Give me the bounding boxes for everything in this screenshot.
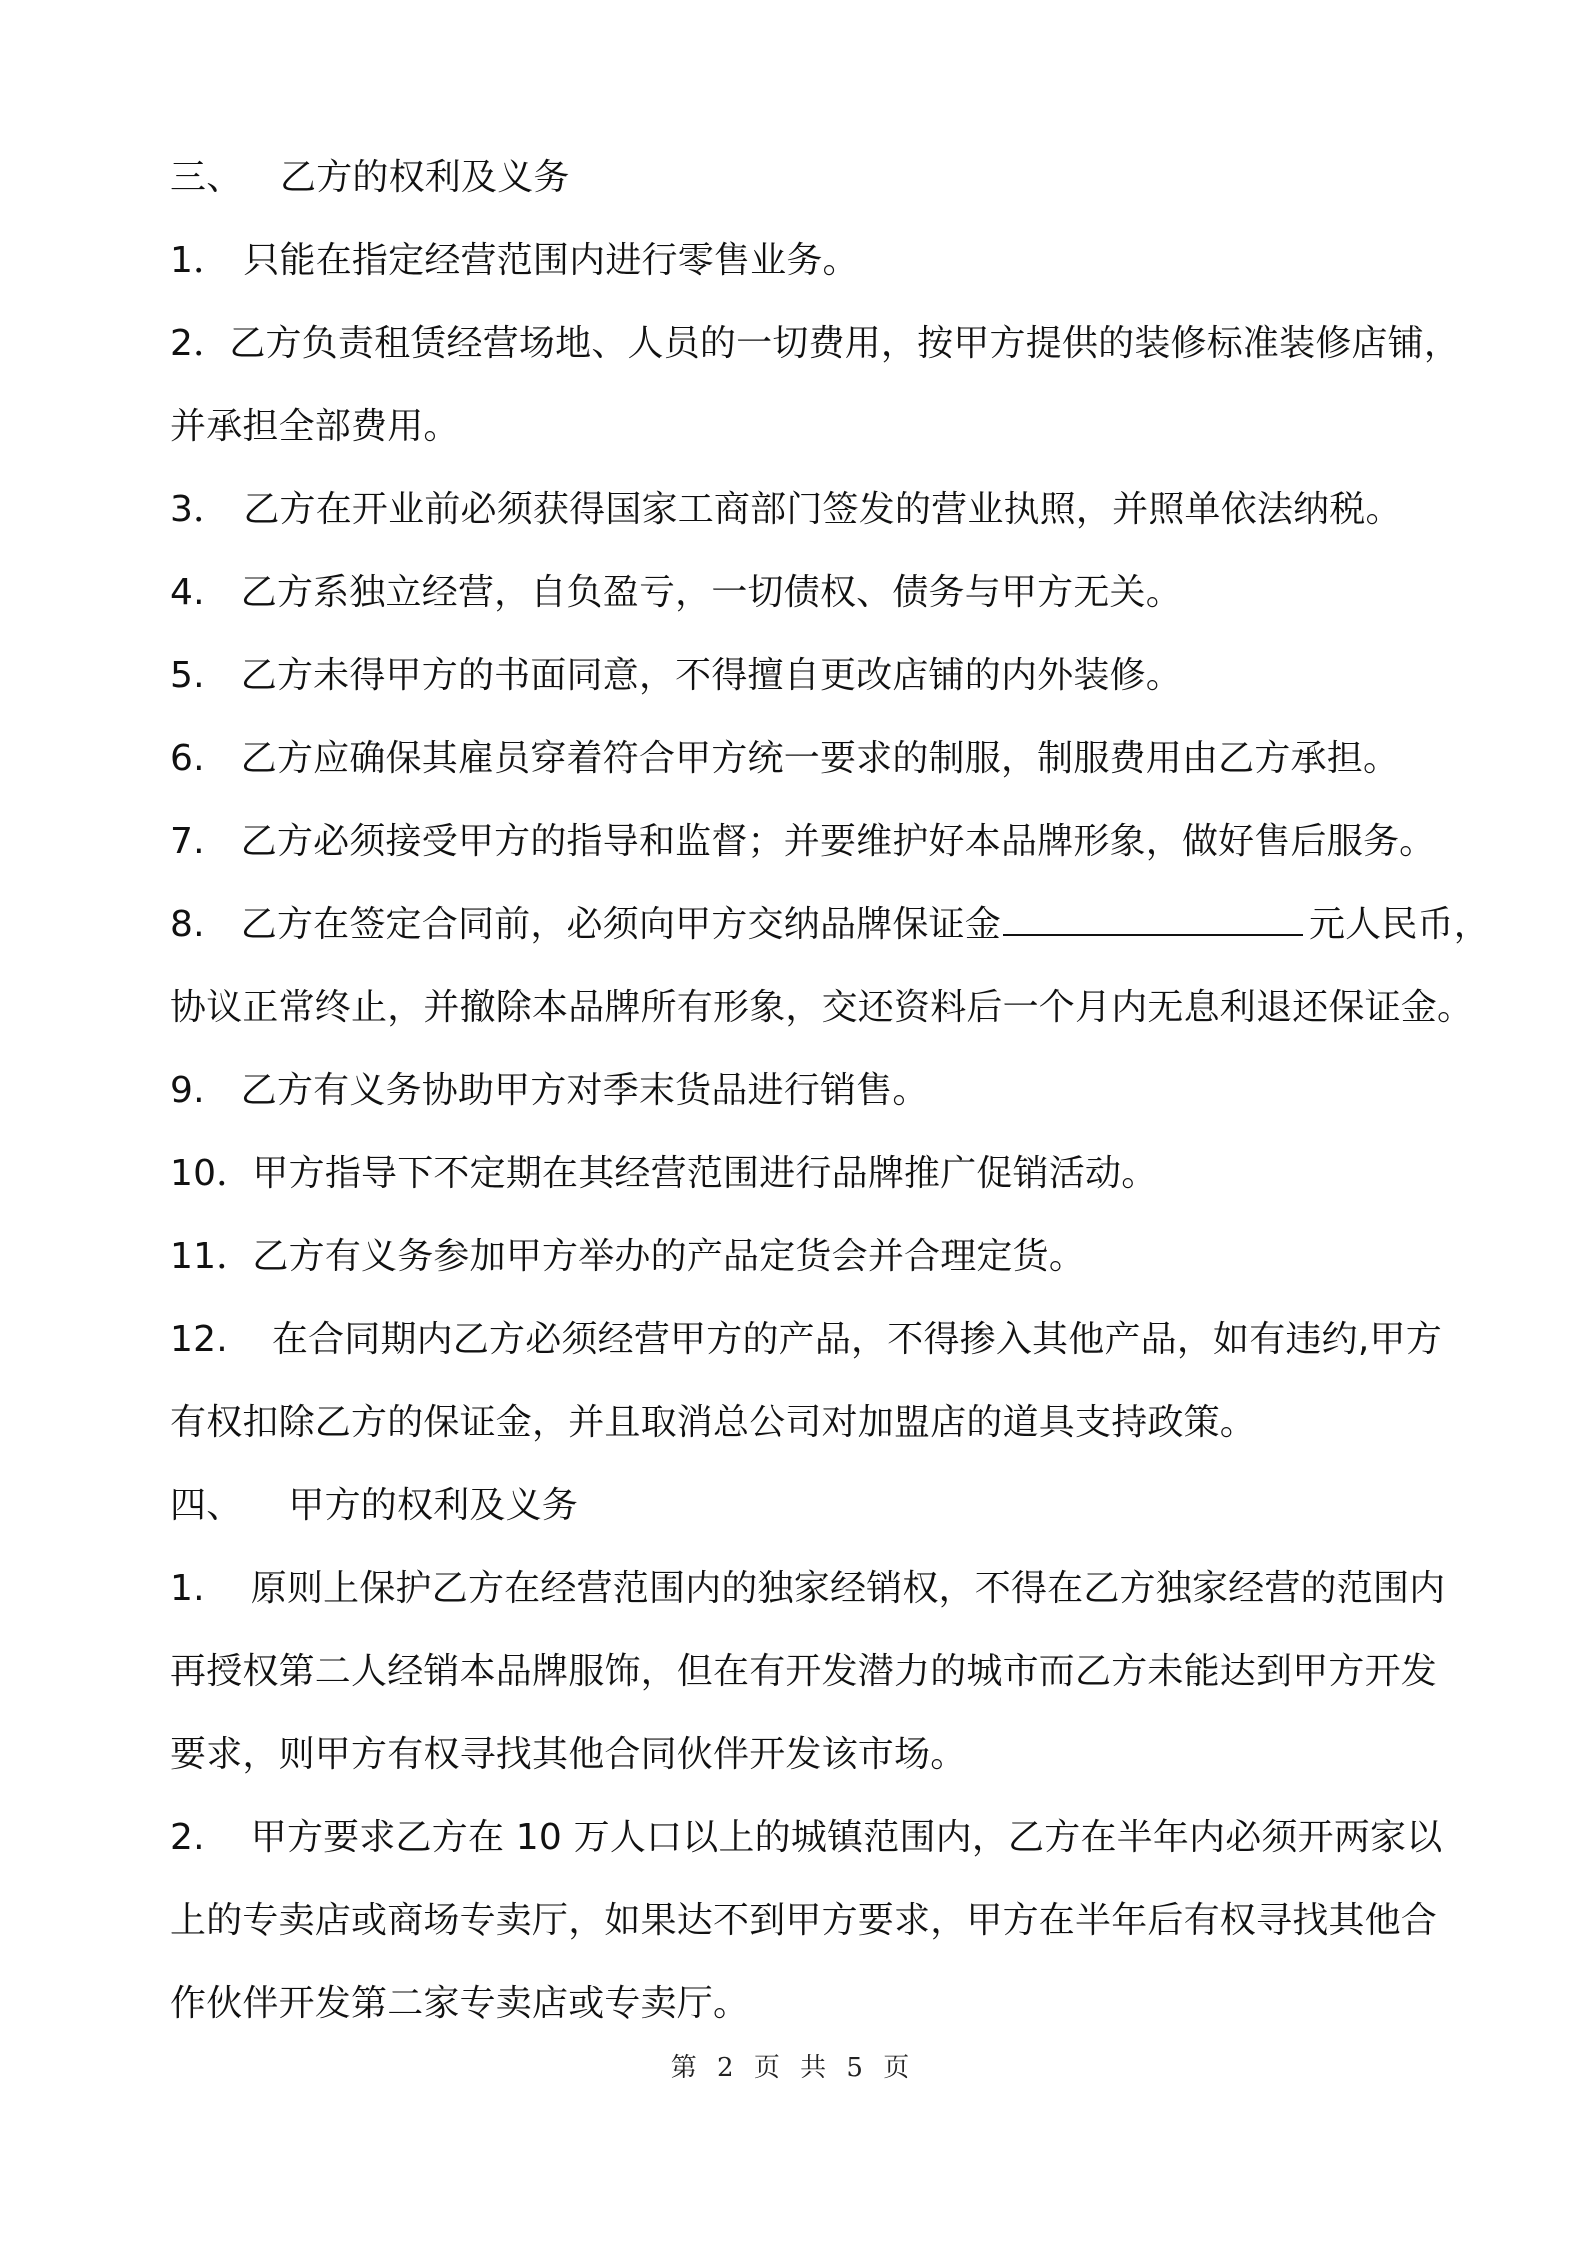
section-heading	[170, 1484, 1470, 1528]
clause-continuation	[170, 405, 1470, 449]
clause-text: 作伙伴开发第二家专卖店或专卖厅。	[170, 1983, 750, 2024]
clause-item	[170, 654, 1470, 698]
clause-text: 甲方要求乙方在 10 万人口以上的城镇范围内，乙方在半年内必须开两家以	[250, 1817, 1443, 1858]
clause-number: 7.	[170, 821, 205, 862]
clause-text: 元人民币，	[1308, 904, 1490, 945]
clause-text: 乙方有义务协助甲方对季末货品进行销售。	[240, 1070, 929, 1111]
clause-item	[170, 903, 1490, 947]
clause-number: 8.	[170, 904, 205, 945]
clause-continuation	[170, 986, 1474, 1030]
clause-continuation	[170, 1899, 1470, 1943]
clause-number: 2．	[170, 323, 230, 364]
clause-text: 再授权第二人经销本品牌服饰，但在有开发潜力的城市而乙方未能达到甲方开发	[170, 1651, 1438, 1692]
section-heading	[170, 156, 1470, 200]
clause-text: 乙方应确保其雇员穿着符合甲方统一要求的制服，制服费用由乙方承担。	[240, 738, 1400, 779]
clause-text: 在合同期内乙方必须经营甲方的产品，不得掺入其他产品，如有违约,甲方	[271, 1319, 1442, 1360]
clause-item	[170, 1069, 1470, 1113]
clause-text: 乙方有义务参加甲方举办的产品定货会并合理定货。	[252, 1236, 1086, 1277]
clause-item	[170, 820, 1470, 864]
clause-number: 1.	[170, 1568, 205, 1609]
clause-number: 3．	[170, 489, 230, 530]
clause-number: 4.	[170, 572, 205, 613]
clause-number: 12.	[170, 1319, 228, 1360]
clause-number: 5.	[170, 655, 205, 696]
clause-number: 9.	[170, 1070, 205, 1111]
clause-continuation	[170, 1982, 1470, 2026]
clause-text: 乙方必须接受甲方的指导和监督；并要维护好本品牌形象，做好售后服务。	[240, 821, 1436, 862]
clause-item	[170, 571, 1470, 615]
clause-item	[170, 1318, 1470, 1362]
clause-number: 10．	[170, 1153, 253, 1194]
clause-text: 乙方在开业前必须获得国家工商部门签发的营业执照，并照单依法纳税。	[243, 489, 1402, 530]
clause-text: 有权扣除乙方的保证金，并且取消总公司对加盟店的道具支持政策。	[170, 1402, 1257, 1443]
clause-item	[170, 488, 1470, 532]
clause-text: 乙方负责租赁经营场地、人员的一切费用，按甲方提供的装修标准装修店铺，	[229, 323, 1461, 364]
section-title: 甲方的权利及义务	[288, 1485, 579, 1526]
clause-number: 2.	[170, 1817, 205, 1858]
clause-text: 乙方在签定合同前，必须向甲方交纳品牌保证金	[240, 904, 1001, 945]
clause-item	[170, 239, 1470, 283]
clause-text: 只能在指定经营范围内进行零售业务。	[243, 240, 859, 281]
clause-item	[170, 1235, 1470, 1279]
clause-text: 原则上保护乙方在经营范围内的独家经销权，不得在乙方独家经营的范围内	[250, 1568, 1446, 1609]
clause-continuation	[170, 1401, 1470, 1445]
clause-item	[170, 737, 1470, 781]
section-number: 三、	[170, 157, 243, 198]
clause-text: 协议正常终止，并撤除本品牌所有形象，交还资料后一个月内无息利退还保证金。	[170, 987, 1474, 1028]
page-footer: 第 2 页 共 5 页	[670, 2053, 916, 2083]
clause-text: 甲方指导下不定期在其经营范围进行品牌推广促销活动。	[252, 1153, 1158, 1194]
clause-item	[170, 1567, 1470, 1611]
clause-text: 并承担全部费用。	[170, 406, 460, 447]
clause-text: 乙方未得甲方的书面同意，不得擅自更改店铺的内外装修。	[240, 655, 1182, 696]
section-title: 乙方的权利及义务	[280, 157, 570, 198]
section-number: 四、	[170, 1485, 243, 1526]
clause-number: 1．	[170, 240, 230, 281]
clause-text: 上的专卖店或商场专卖厅，如果达不到甲方要求，甲方在半年后有权寻找其他合	[170, 1900, 1438, 1941]
clause-continuation	[170, 1733, 1470, 1777]
clause-continuation	[170, 1650, 1470, 1694]
clause-number: 6.	[170, 738, 205, 779]
clause-text: 要求，则甲方有权寻找其他合同伙伴开发该市场。	[170, 1734, 967, 1775]
clause-item	[170, 1816, 1470, 1860]
clause-text: 乙方系独立经营，自负盈亏，一切债权、债务与甲方无关。	[240, 572, 1182, 613]
clause-item	[170, 322, 1470, 366]
clause-number: 11．	[170, 1236, 253, 1277]
clause-item	[170, 1152, 1470, 1196]
deposit-amount-blank[interactable]	[1003, 904, 1303, 936]
